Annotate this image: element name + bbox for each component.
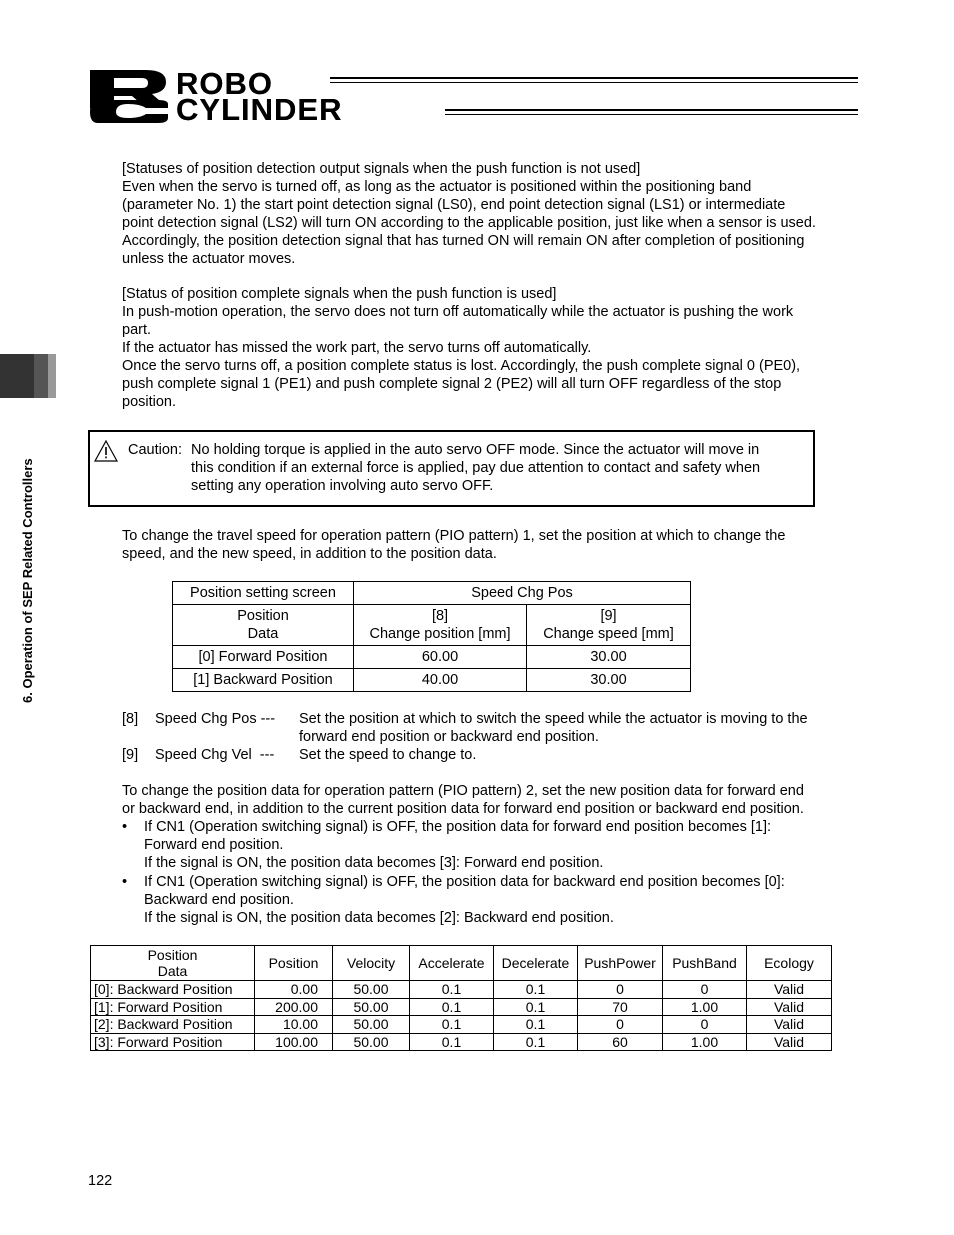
table-row: [173, 646, 691, 669]
text-line: If CN1 (Operation switching signal) is OFF, the position data for forward end position becomes [1]:: [144, 819, 772, 835]
caution-box: [88, 430, 815, 507]
table-cell: 1.00: [663, 1033, 747, 1051]
definition-number: [8]: [122, 711, 139, 727]
text-line: If the actuator has missed the work part, the servo turns off automatically.: [122, 340, 592, 356]
chapter-tab: [0, 354, 34, 398]
text-line: part.: [122, 322, 152, 338]
text-line: this condition if an external force is applied, pay due attention to contact and safety when: [191, 460, 761, 476]
table-cell: 0: [663, 1016, 747, 1034]
table-cell: 50.00: [333, 1033, 410, 1051]
table-header-cell: Position setting screen: [173, 582, 354, 605]
table-cell: 0.1: [410, 1016, 494, 1034]
table-header-cell: Ecology: [747, 946, 832, 981]
table-cell: 0.1: [494, 981, 578, 999]
bullet-item: [122, 818, 785, 872]
caution-text: [191, 441, 811, 495]
text-line: In push-motion operation, the servo does not turn off automatically while the actuator is pushing the work: [122, 304, 794, 320]
table-cell: 0: [663, 981, 747, 999]
table-cell: 200.00: [255, 998, 333, 1016]
table-cell: 60: [578, 1033, 663, 1051]
table-cell: [0] Forward Position: [173, 646, 354, 669]
table-header-cell: Velocity: [333, 946, 410, 981]
header-rule-top: [330, 77, 858, 79]
rc-logo: [88, 68, 170, 124]
chapter-title: 6. Operation of SEP Related Controllers: [20, 458, 35, 703]
text-line: If CN1 (Operation switching signal) is OFF, the position data for backward end position becomes [0]:: [144, 874, 785, 890]
table-cell: 0: [578, 981, 663, 999]
text-line: position.: [122, 394, 177, 410]
table-cell: Valid: [747, 1016, 832, 1034]
logo-robo: ROBO: [176, 66, 273, 101]
chapter-tab-shade: [34, 354, 48, 398]
text-line: Even when the servo is turned off, as long as the actuator is positioned within the positioning band: [122, 179, 752, 195]
page-number: 122: [88, 1173, 113, 1189]
text-line: (parameter No. 1) the start point detection signal (LS0), end point detection signal (LS1) or intermediate: [122, 197, 786, 213]
table-header-cell: [8] Change position [mm]: [354, 605, 527, 646]
text-line: No holding torque is applied in the auto servo OFF mode. Since the actuator will move in: [191, 442, 760, 458]
definition-desc: forward end position or backward end position.: [299, 729, 599, 745]
table-cell: 50.00: [333, 998, 410, 1016]
text-line: To change the travel speed for operation pattern (PIO pattern) 1, set the position at which to change the: [122, 528, 786, 544]
header-rule-bottom-thin: [445, 114, 858, 115]
table-cell: 10.00: [255, 1016, 333, 1034]
table-cell: 60.00: [354, 646, 527, 669]
table-header-cell: Position Data: [91, 946, 255, 981]
table-cell: Valid: [747, 981, 832, 999]
table-row: [91, 981, 832, 999]
table-cell: 0.1: [494, 998, 578, 1016]
text-line: Accordingly, the position detection signal that has turned ON will remain ON after completion of positioning: [122, 233, 805, 249]
text-line: [Status of position complete signals when the push function is used]: [122, 286, 557, 302]
table-cell: [2]: Backward Position: [91, 1016, 255, 1034]
caution-label: Caution:: [128, 442, 183, 458]
bullet-list: [122, 818, 785, 927]
table-cell: Valid: [747, 1033, 832, 1051]
table-header-cell: Decelerate: [494, 946, 578, 981]
table-cell: 1.00: [663, 998, 747, 1016]
table-cell: 0.1: [410, 998, 494, 1016]
table-cell: 0.1: [494, 1033, 578, 1051]
definition-term: Speed Chg Vel ---: [155, 747, 275, 763]
table-header-cell: Accelerate: [410, 946, 494, 981]
table-header-cell: PushBand: [663, 946, 747, 981]
text-line: Once the servo turns off, a position complete status is lost. Accordingly, the push complete signal 0 (PE0),: [122, 358, 801, 374]
text-line: [Statuses of position detection output signals when the push function is not used]: [122, 161, 641, 177]
chapter-tab-shade-light: [48, 354, 56, 398]
table-cell: [1]: Forward Position: [91, 998, 255, 1016]
definition-term: Speed Chg Pos ---: [155, 711, 276, 727]
bullet-dot: •: [122, 819, 128, 835]
text-line: unless the actuator moves.: [122, 251, 296, 267]
table-cell: 0.00: [255, 981, 333, 999]
table-cell: 0.1: [494, 1016, 578, 1034]
bullet-dot: •: [122, 874, 128, 890]
text-line: Backward end position.: [144, 892, 294, 908]
table-cell: [1] Backward Position: [173, 669, 354, 692]
warning-icon: [94, 440, 118, 462]
table-row: [173, 605, 691, 646]
table-header-cell: Position Data: [173, 605, 354, 646]
text-line: push complete signal 1 (PE1) and push complete signal 2 (PE2) will all turn OFF regardless of the stop: [122, 376, 782, 392]
table-cell: 100.00: [255, 1033, 333, 1051]
table-cell: 70: [578, 998, 663, 1016]
text-line: or backward end, in addition to the current position data for forward end position or backward end position.: [122, 801, 804, 817]
logo-cylinder: CYLINDER: [176, 92, 343, 127]
header-rule-top-thin: [330, 82, 858, 83]
text-line: point detection signal (LS2) will turn ON according to the applicable position, just like when a sensor is used.: [122, 215, 816, 231]
definition-desc: Set the speed to change to.: [299, 747, 477, 763]
section-position-change: [122, 782, 882, 818]
table-cell: [3]: Forward Position: [91, 1033, 255, 1051]
table-row: [91, 1016, 832, 1034]
table-row: [91, 1033, 832, 1051]
table-cell: 0.1: [410, 981, 494, 999]
text-line: If the signal is ON, the position data becomes [2]: Backward end position.: [144, 910, 614, 926]
table-cell: Valid: [747, 998, 832, 1016]
table-header-cell: Position: [255, 946, 333, 981]
text-line: setting any operation involving auto servo OFF.: [191, 478, 494, 494]
text-line: Forward end position.: [144, 837, 284, 853]
section-position-complete: [122, 285, 882, 411]
text-line: If the signal is ON, the position data becomes [3]: Forward end position.: [144, 855, 604, 871]
definition-desc: Set the position at which to switch the speed while the actuator is moving to the: [299, 711, 808, 727]
table-row: [91, 998, 832, 1016]
position-data-table: [90, 945, 832, 1051]
table-cell: 0.1: [410, 1033, 494, 1051]
table-header-row: [91, 946, 832, 981]
table-header-cell: PushPower: [578, 946, 663, 981]
table-cell: 30.00: [527, 646, 691, 669]
table-row: [173, 582, 691, 605]
speed-change-table: [172, 581, 691, 692]
table-cell: 50.00: [333, 1016, 410, 1034]
header-rule-bottom: [445, 109, 858, 111]
section-speed-change: [122, 527, 882, 563]
definition-number: [9]: [122, 747, 139, 763]
table-row: [173, 669, 691, 692]
table-cell: 0: [578, 1016, 663, 1034]
section-position-detection: [122, 160, 882, 268]
table-cell: [0]: Backward Position: [91, 981, 255, 999]
table-cell: 50.00: [333, 981, 410, 999]
table-header-cell: Speed Chg Pos: [354, 582, 691, 605]
table-cell: 30.00: [527, 669, 691, 692]
text-line: speed, and the new speed, in addition to the position data.: [122, 546, 497, 562]
table-header-cell: [9] Change speed [mm]: [527, 605, 691, 646]
bullet-item: [122, 873, 785, 927]
table-cell: 40.00: [354, 669, 527, 692]
text-line: To change the position data for operation pattern (PIO pattern) 2, set the new position data for forward end: [122, 783, 804, 799]
